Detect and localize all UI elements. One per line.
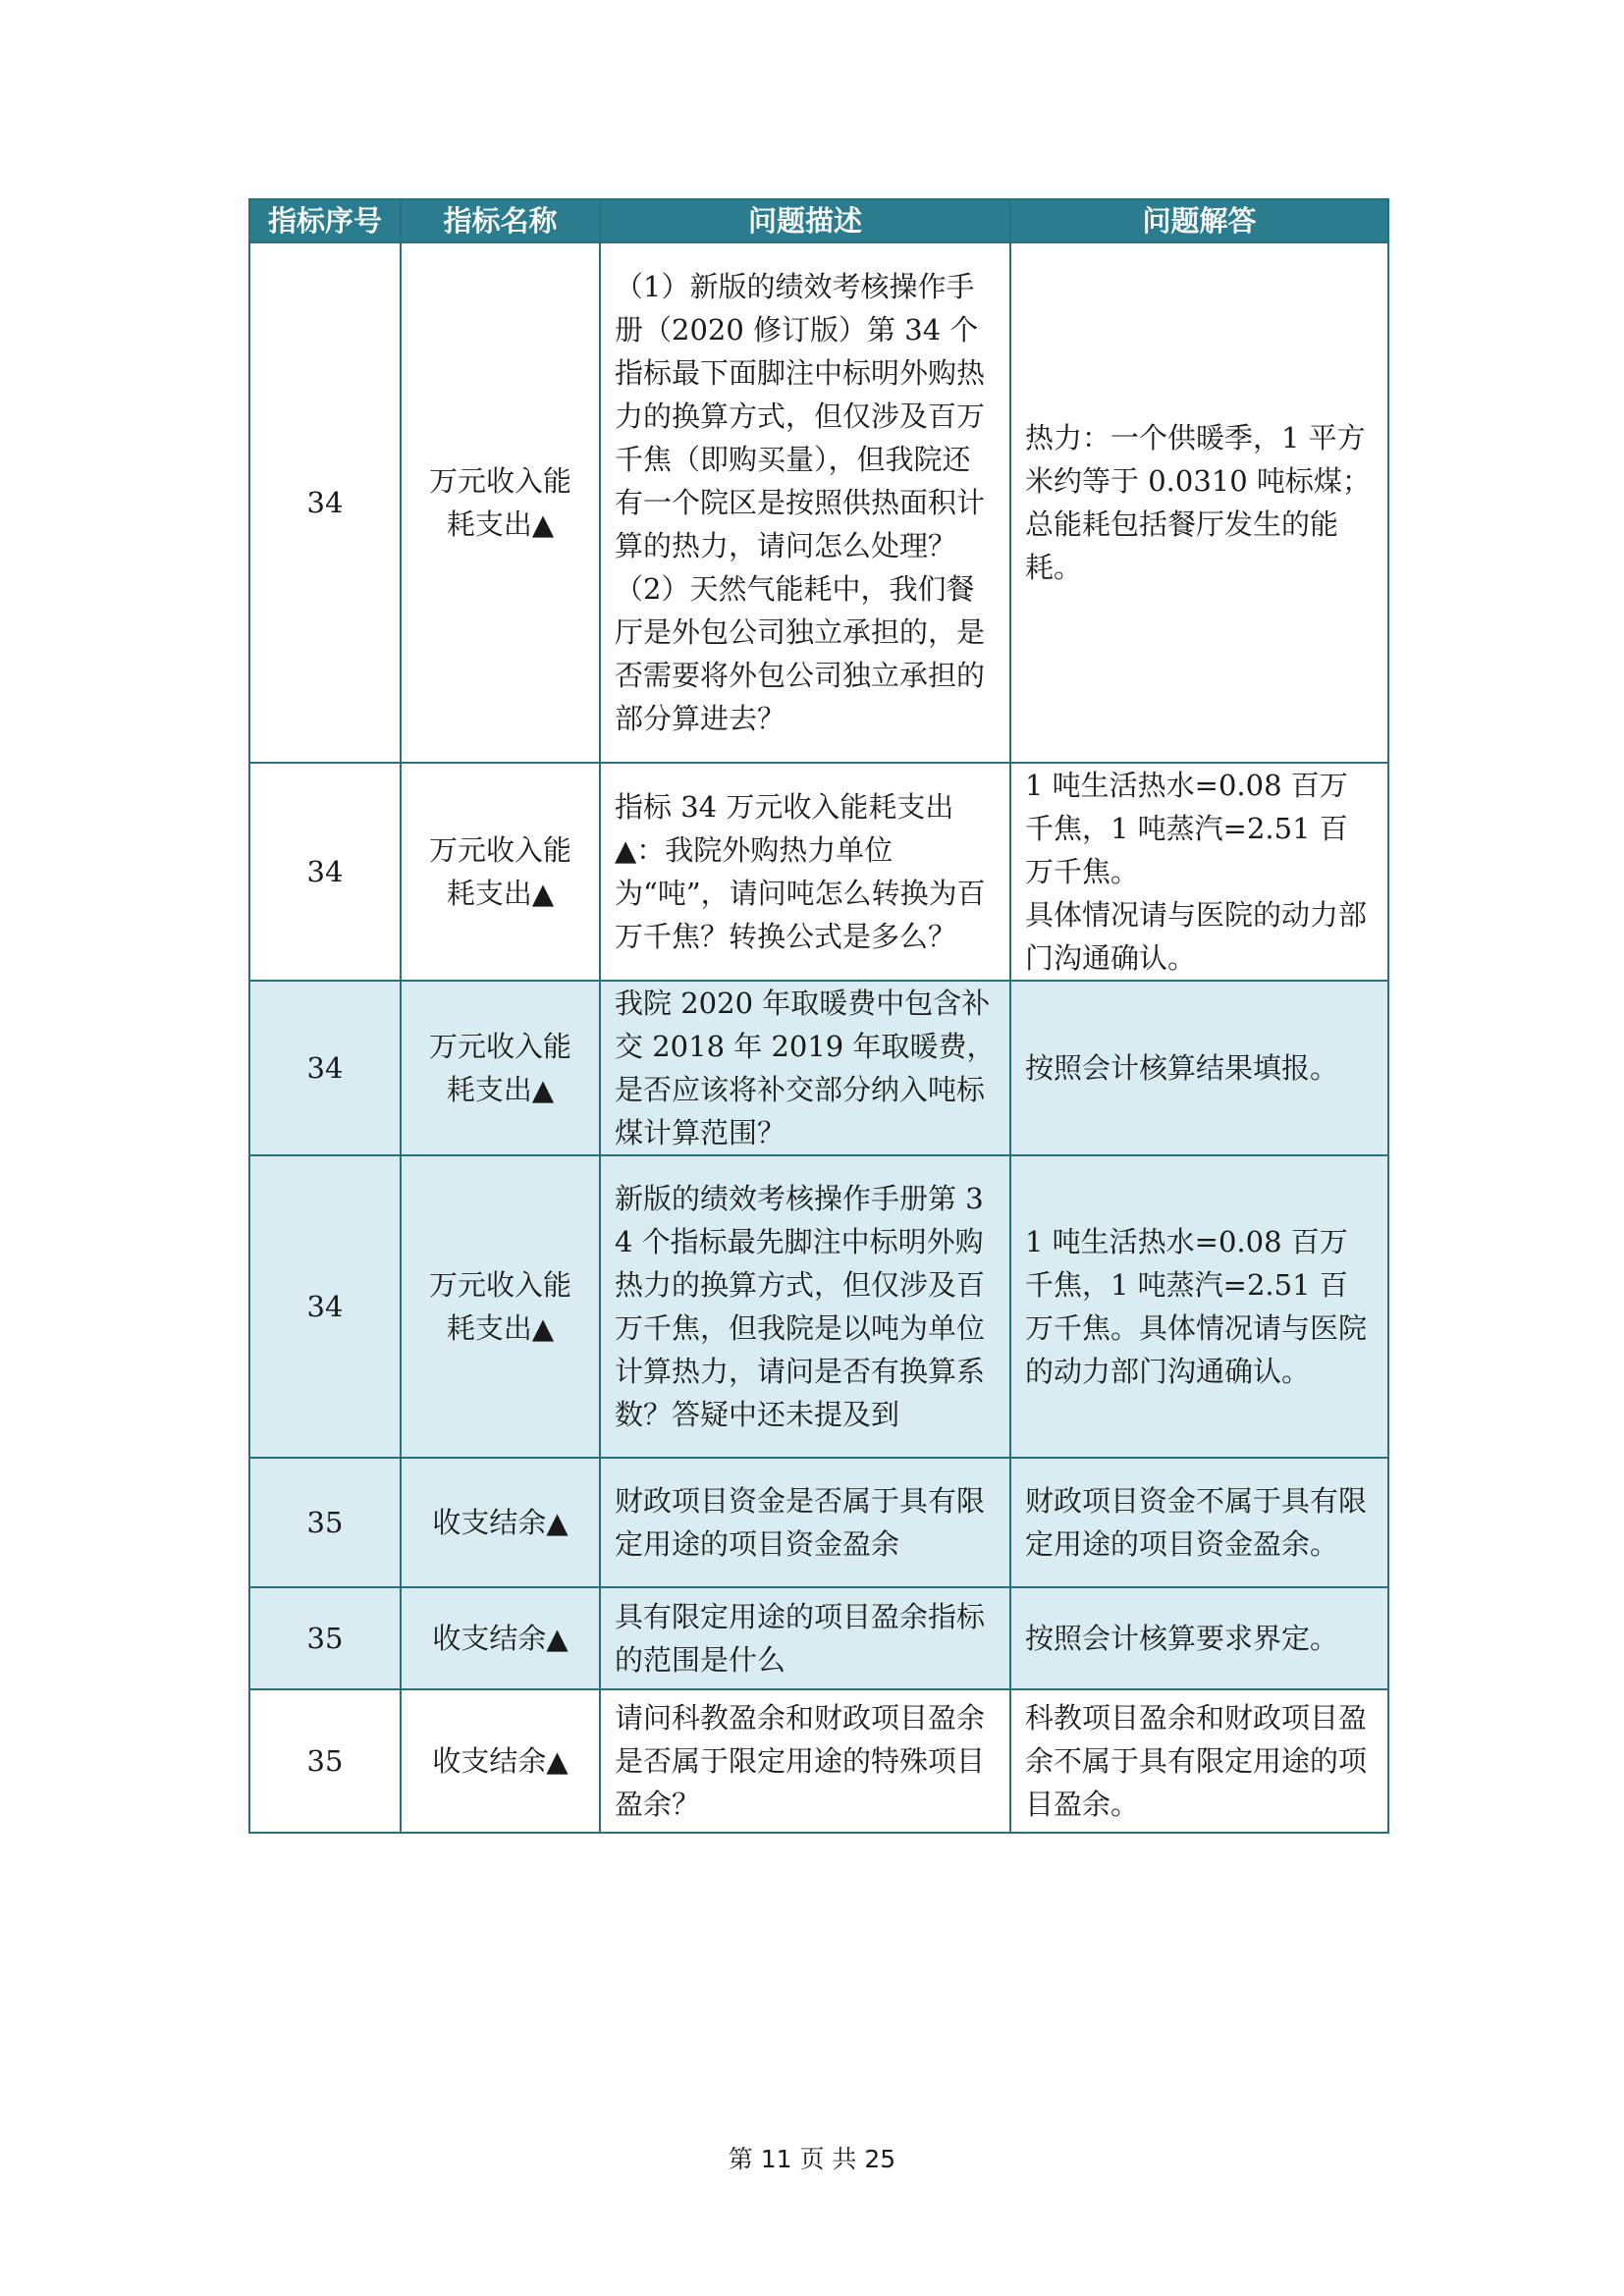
header-index: 指标序号 — [249, 199, 401, 242]
table-row — [249, 1458, 1388, 1587]
table-row — [249, 1689, 1388, 1833]
row-question: 具有限定用途的项目盈余指标的范围是什么 — [600, 1587, 1010, 1689]
table-row — [249, 981, 1388, 1155]
row-question: 指标 34 万元收入能耗支出▲：我院外购热力单位为“吨”，请问吨怎么转换为百万千焦？转换公式是多么？ — [600, 763, 1010, 981]
row-question: （1）新版的绩效考核操作手册（2020 修订版）第 34 个指标最下面脚注中标明外购热力的换算方式，但仅涉及百万千焦（即购买量），但我院还有一个院区是按照供热面积计算的热力，请问怎么处理？（2）天然气能耗中，我们餐厅是外包公司独立承担的，是否需要将外包公司独立承担的部分算进去？ — [600, 242, 1010, 763]
table-row — [249, 1155, 1388, 1458]
row-index: 34 — [249, 242, 401, 763]
row-question: 请问科教盈余和财政项目盈余是否属于限定用途的特殊项目盈余？ — [600, 1689, 1010, 1833]
row-answer: 按照会计核算要求界定。 — [1010, 1587, 1388, 1689]
qa-table — [248, 198, 1389, 1834]
answer-line: 1 吨生活热水=0.08 百万千焦，1 吨蒸汽=2.51 百万千焦。 — [1025, 769, 1348, 888]
row-index: 34 — [249, 981, 401, 1155]
row-name: 收支结余▲ — [401, 1587, 600, 1689]
answer-line: 具体情况请与医院的动力部门沟通确认。 — [1025, 898, 1368, 975]
row-answer: 科教项目盈余和财政项目盈余不属于具有限定用途的项目盈余。 — [1010, 1689, 1388, 1833]
row-index: 35 — [249, 1458, 401, 1587]
row-answer: 热力：一个供暖季，1 平方米约等于 0.0310 吨标煤；总能耗包括餐厅发生的能耗。 — [1010, 242, 1388, 763]
table-row — [249, 242, 1388, 763]
row-question: 我院 2020 年取暖费中包含补交 2018 年 2019 年取暖费，是否应该将补交部分纳入吨标煤计算范围？ — [600, 981, 1010, 1155]
row-name: 万元收入能耗支出▲ — [401, 981, 600, 1155]
table-row — [249, 763, 1388, 981]
row-index: 35 — [249, 1587, 401, 1689]
row-answer: 财政项目资金不属于具有限定用途的项目资金盈余。 — [1010, 1458, 1388, 1587]
row-index: 34 — [249, 763, 401, 981]
header-question: 问题描述 — [600, 199, 1010, 242]
row-name: 万元收入能耗支出▲ — [401, 763, 600, 981]
row-question: 财政项目资金是否属于具有限定用途的项目资金盈余 — [600, 1458, 1010, 1587]
row-index: 34 — [249, 1155, 401, 1458]
row-name: 收支结余▲ — [401, 1458, 600, 1587]
row-question: 新版的绩效考核操作手册第 34 个指标最先脚注中标明外购热力的换算方式，但仅涉及百万千焦，但我院是以吨为单位计算热力，请问是否有换算系数？答疑中还未提及到 — [600, 1155, 1010, 1458]
row-answer: 按照会计核算结果填报。 — [1010, 981, 1388, 1155]
row-answer: 1 吨生活热水=0.08 百万千焦，1 吨蒸汽=2.51 百万千焦。具体情况请与医院的动力部门沟通确认。 — [1010, 1155, 1388, 1458]
row-name: 万元收入能耗支出▲ — [401, 1155, 600, 1458]
row-answer — [1010, 763, 1388, 981]
header-answer: 问题解答 — [1010, 199, 1388, 242]
table-row — [249, 1587, 1388, 1689]
row-index: 35 — [249, 1689, 401, 1833]
page-number: 第 11 页 共 25 — [728, 2145, 896, 2173]
row-name: 收支结余▲ — [401, 1689, 600, 1833]
row-name: 万元收入能耗支出▲ — [401, 242, 600, 763]
table-header-row — [249, 199, 1388, 242]
header-name: 指标名称 — [401, 199, 600, 242]
